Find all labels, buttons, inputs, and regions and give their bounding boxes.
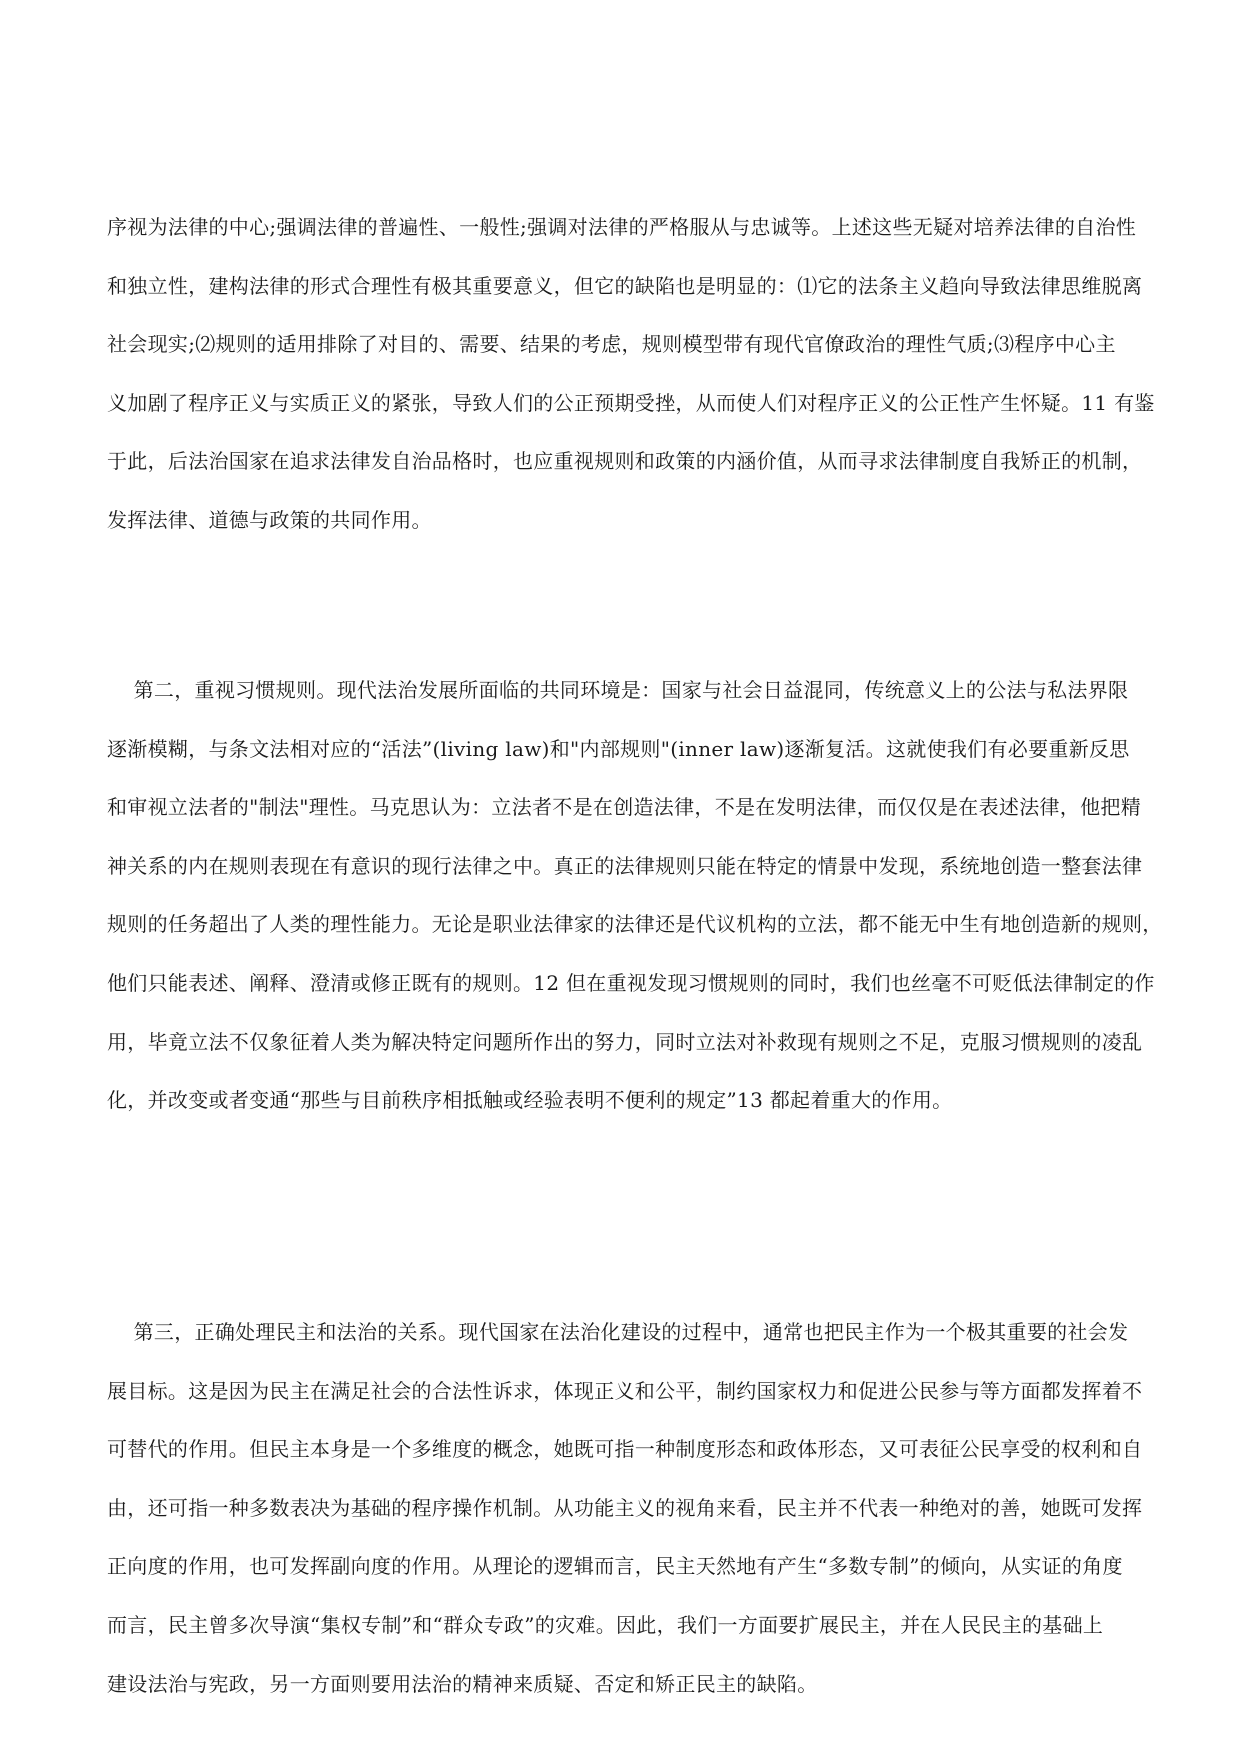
text-line: 正向度的作用，也可发挥副向度的作用。从理论的逻辑而言，民主天然地有产生“多数专制”的倾向，从实证的角度 (107, 1554, 1123, 1579)
text-line: 可替代的作用。但民主本身是一个多维度的概念，她既可指一种制度形态和政体形态，又可表征公民享受的权利和自 (107, 1437, 1143, 1462)
text-line: 序视为法律的中心;强调法律的普遍性、一般性;强调对法律的严格服从与忠诚等。上述这些无疑对培养法律的自治性 (107, 215, 1137, 239)
text-line: 第二，重视习惯规则。现代法治发展所面临的共同环境是：国家与社会日益混同，传统意义上的公法与私法界限 (107, 678, 1129, 702)
text-line: 建设法治与宪政，另一方面则要用法治的精神来质疑、否定和矫正民主的缺陷。 (107, 1671, 818, 1696)
paragraph-procedure-center (107, 198, 1187, 550)
text-line: 他们只能表述、阐释、澄清或修正既有的规则。12 但在重视发现习惯规则的同时，我们也丝毫不可贬低法律制定的作 (107, 970, 1155, 995)
text-line: 于此，后法治国家在追求法律发自治品格时，也应重视规则和政策的内涵价值，从而寻求法律制度自我矫正的机制， (107, 449, 1143, 474)
text-line: 和审视立法者的"制法"理性。马克思认为：立法者不是在创造法律，不是在发明法律，而仅仅是在表述法律，他把精 (107, 795, 1141, 820)
text-line: 规则的任务超出了人类的理性能力。无论是职业法律家的法律还是代议机构的立法，都不能无中生有地创造新的规则， (107, 912, 1163, 937)
text-line: 逐渐模糊，与条文法相对应的“活法”(living law)和"内部规则"(inner law)逐渐复活。这就使我们有必要重新反思 (107, 736, 1130, 761)
paragraph-customary-rules (107, 661, 1187, 1130)
text-line: 社会现实;⑵规则的适用排除了对目的、需要、结果的考虑，规则模型带有现代官僚政治的理性气质;⑶程序中心主 (107, 332, 1116, 357)
text-line: 发挥法律、道德与政策的共同作用。 (107, 507, 432, 532)
text-line: 由，还可指一种多数表决为基础的程序操作机制。从功能主义的视角来看，民主并不代表一种绝对的善，她既可发挥 (107, 1495, 1143, 1520)
text-line: 第三，正确处理民主和法治的关系。现代国家在法治化建设的过程中，通常也把民主作为一个极其重要的社会发 (107, 1320, 1129, 1344)
text-line: 展目标。这是因为民主在满足社会的合法性诉求，体现正义和公平，制约国家权力和促进公民参与等方面都发挥着不 (107, 1378, 1143, 1403)
paragraph-democracy-rule-of-law (107, 1303, 1187, 1713)
text-line: 神关系的内在规则表现在有意识的现行法律之中。真正的法律规则只能在特定的情景中发现，系统地创造一整套法律 (107, 853, 1143, 878)
text-line: 义加剧了程序正义与实质正义的紧张，导致人们的公正预期受挫，从而使人们对程序正义的公正性产生怀疑。11 有鉴 (107, 390, 1155, 415)
text-line: 用，毕竟立法不仅象征着人类为解决特定问题所作出的努力，同时立法对补救现有规则之不足，克服习惯规则的凌乱 (107, 1029, 1143, 1054)
text-line: 而言，民主曾多次导演“集权专制”和“群众专政”的灾难。因此，我们一方面要扩展民主，并在人民民主的基础上 (107, 1612, 1104, 1637)
text-line: 和独立性，建构法律的形式合理性有极其重要意义，但它的缺陷也是明显的：⑴它的法条主义趋向导致法律思维脱离 (107, 273, 1143, 298)
text-line: 化，并改变或者变通“那些与目前秩序相抵触或经验表明不便利的规定”13 都起着重大的作用。 (107, 1088, 953, 1113)
